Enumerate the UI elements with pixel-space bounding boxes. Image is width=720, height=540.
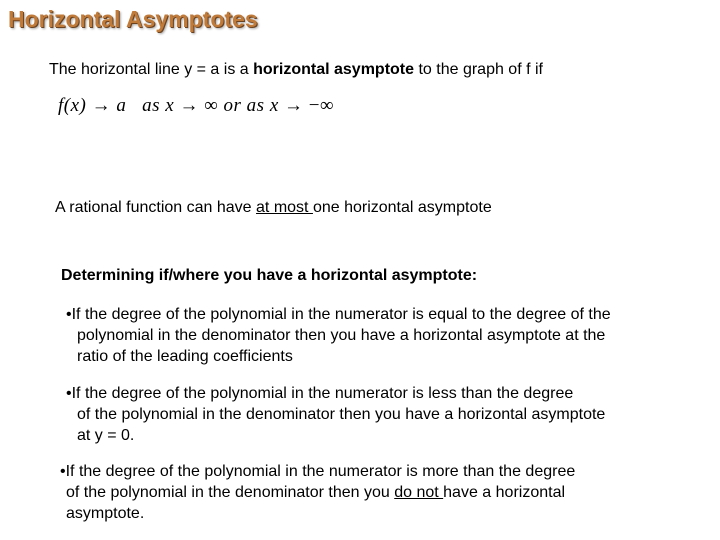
rule-more-degree	[60, 461, 575, 524]
rule-line: polynomial in the denominator then you have a horizontal asymptote at the	[77, 327, 606, 344]
rule-line-end: have a horizontal	[443, 484, 566, 501]
limit-formula	[58, 95, 334, 117]
determining-heading: Determining if/where you have a horizontal asymptote:	[61, 267, 478, 284]
formula-x: x	[165, 95, 175, 116]
definition-after: to the graph of f if	[414, 61, 543, 78]
rational-before: A rational function can have	[55, 199, 257, 216]
rational-after: one horizontal asymptote	[312, 199, 492, 216]
rational-at-most: at most	[256, 199, 313, 216]
formula-or: or	[223, 95, 242, 116]
definition-before: The horizontal line y = a is a	[49, 61, 254, 78]
rule-line: ratio of the leading coefficients	[77, 348, 293, 365]
rule-line	[60, 482, 575, 503]
formula-arrow-2: →	[179, 95, 199, 116]
formula-as: as	[142, 95, 161, 116]
rule-less-degree	[66, 383, 605, 446]
rule-line: of the polynomial in the denominator then you have a horizontal asymptote	[77, 406, 606, 423]
rule-line: •If the degree of the polynomial in the numerator is equal to the degree of the	[66, 306, 611, 323]
rule-line-start: of the polynomial in the denominator then you	[66, 484, 395, 501]
rule-line: •If the degree of the polynomial in the numerator is less than the degree	[66, 385, 574, 402]
rule-line: at y = 0.	[77, 427, 135, 444]
formula-a: a	[116, 95, 127, 116]
rule-line: •If the degree of the polynomial in the numerator is more than the degree	[60, 463, 576, 480]
definition-text	[49, 59, 543, 81]
page-title: Horizontal Asymptotes	[8, 6, 258, 32]
definition-term: horizontal asymptote	[253, 61, 415, 78]
formula-x-2: x	[269, 95, 279, 116]
formula-fx: f(x)	[58, 95, 87, 116]
formula-infinity: ∞	[204, 95, 219, 116]
rule-line: asymptote.	[66, 505, 145, 522]
rule-do-not: do not	[394, 484, 444, 501]
formula-negative-infinity: −∞	[308, 95, 335, 116]
formula-arrow: →	[91, 95, 112, 116]
rational-function-note	[55, 197, 492, 219]
rule-equal-degree	[66, 304, 611, 367]
formula-arrow-3: →	[284, 95, 304, 116]
formula-as-2: as	[246, 95, 265, 116]
